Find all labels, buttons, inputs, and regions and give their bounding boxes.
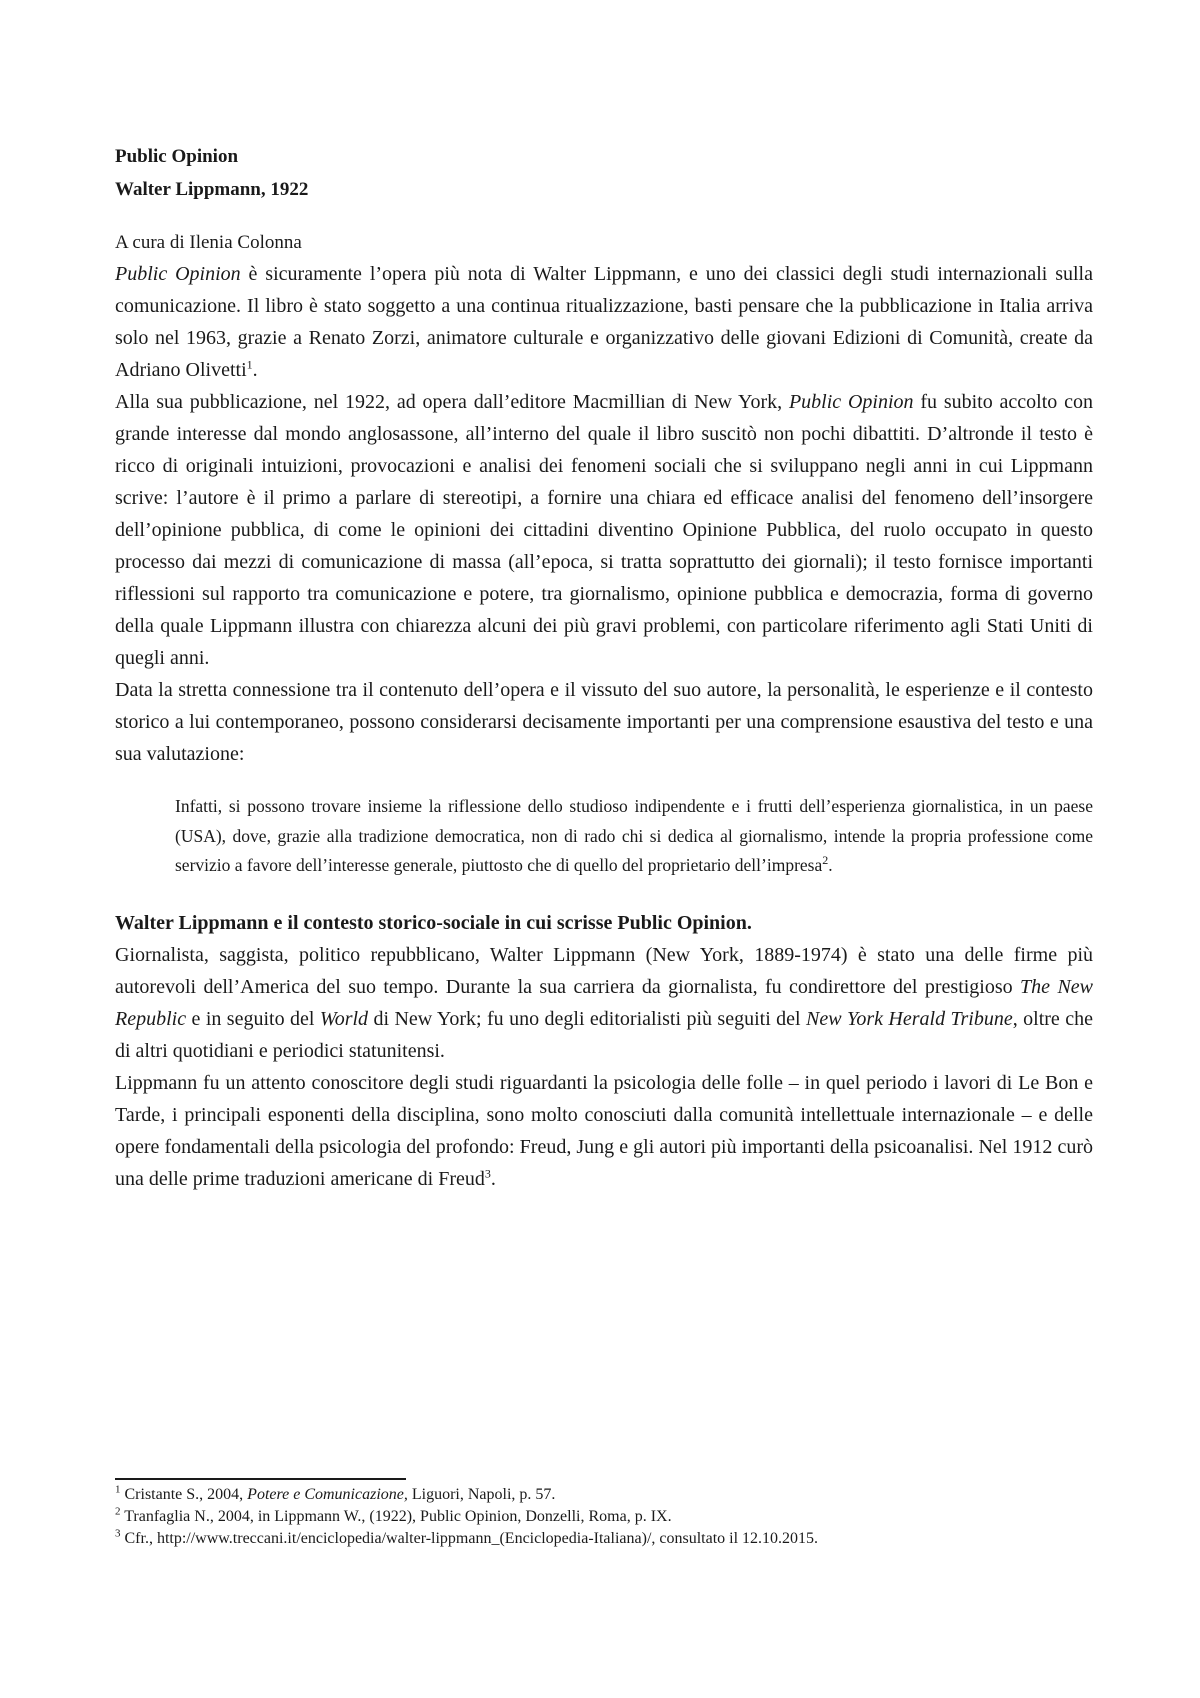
paragraph-3: Data la stretta connessione tra il contenuto dell’opera e il vissuto del suo autore, la personalità, le esperienze e il contesto storico a lui contemporaneo, possono considerarsi decisamente importanti per una comprensione esaustiva del testo e una sua valutazione: bbox=[115, 679, 1093, 765]
paragraph-4-text-b: e in seguito del bbox=[186, 1007, 320, 1030]
document-body bbox=[115, 140, 1093, 1195]
paragraph-2-text-a: Alla sua pubblicazione, nel 1922, ad opera dall’editore Macmillian di New York, bbox=[115, 391, 789, 413]
periodical-title-italic: New York Herald Tribune bbox=[806, 1007, 1013, 1030]
paragraph-4-text-c: di New York; fu uno degli editorialisti più seguiti del bbox=[368, 1007, 807, 1030]
paragraph-2 bbox=[115, 386, 1093, 674]
footnote-1 bbox=[115, 1484, 1093, 1506]
footnote-2 bbox=[115, 1506, 1093, 1528]
document-title bbox=[115, 140, 1093, 206]
paragraph-5-end: . bbox=[490, 1167, 496, 1190]
paragraph-4-text-d: , oltre che di altri quotidiani e periodici statunitensi. bbox=[115, 1007, 1093, 1062]
footnote-ref-1[interactable]: 1 bbox=[246, 357, 253, 372]
curator-line: A cura di Ilenia Colonna bbox=[115, 232, 302, 253]
quote-end: . bbox=[828, 855, 833, 875]
paragraph-2-text-b: fu subito accolto con grande interesse dal mondo anglosassone, all’interno del quale il libro suscitò non pochi dibattiti. D’altronde il testo è ricco di originali intuizioni, provocazioni e analisi dei fenomeni sociali che si sviluppano negli anni in cui Lippmann scrive: l’autore è il primo a parlare di stereotipi, a fornire una chiara ed efficace analisi del fenomeno dell’insorgere dell’opinione pubblica, di come le opinioni dei cittadini diventino Opinione Pubblica, del ruolo occupato in questo processo dai mezzi di comunicazione di massa (all’epoca, si tratta soprattutto dei giornali); il testo fornisce importanti riflessioni sul rapporto tra comunicazione e potere, tra giornalismo, opinione pubblica e democrazia, forma di governo della quale Lippmann illustra con chiarezza alcuni dei più gravi problemi, con particolare riferimento agli Stati Uniti di quegli anni. bbox=[115, 391, 1093, 669]
footnote-number: 3 bbox=[115, 1527, 121, 1540]
block-quote bbox=[175, 792, 1093, 881]
footnotes-section bbox=[115, 1478, 1093, 1550]
book-title-italic: Public Opinion bbox=[788, 391, 914, 413]
periodical-title-italic: World bbox=[319, 1007, 369, 1030]
footnote-number: 1 bbox=[115, 1483, 121, 1496]
footnote-number: 2 bbox=[115, 1505, 121, 1518]
footnote-separator bbox=[115, 1478, 406, 1480]
title-line-1: Public Opinion bbox=[115, 146, 239, 167]
footnote-3-text[interactable]: Cfr., http://www.treccani.it/enciclopedia/walter-lippmann_(Enciclopedia-Italiana)/, consultato il 12.10.2015. bbox=[120, 1530, 819, 1547]
paragraph-4 bbox=[115, 939, 1093, 1067]
periodical-title-italic: The New Republic bbox=[115, 975, 1093, 1030]
paragraph-5 bbox=[115, 1067, 1093, 1195]
footnote-1-text-a: Cristante S., 2004, bbox=[120, 1486, 248, 1503]
paragraph-1-text: è sicuramente l’opera più nota di Walter Lippmann, e uno dei classici degli studi internazionali sulla comunicazione. Il libro è stato soggetto a una continua ritualizzazione, basti pensare che la pubblicazione in Italia arriva solo nel 1963, grazie a Renato Zorzi, animatore culturale e organizzativo delle giovani Edizioni di Comunità, create da Adriano Olivetti bbox=[115, 263, 1093, 381]
main-text bbox=[115, 258, 1093, 1195]
quote-text: Infatti, si possono trovare insieme la riflessione dello studioso indipendente e i frutti dell’esperienza giornalistica, in un paese (USA), dove, grazie alla tradizione democratica, non di rado chi si dedica al giornalismo, intende la propria professione come servizio a favore dell’interesse generale, piuttosto che di quello del proprietario dell’impresa bbox=[175, 796, 1093, 875]
paragraph-1 bbox=[115, 258, 1093, 386]
footnote-1-italic: Potere e Comunicazione, bbox=[247, 1486, 408, 1503]
footnote-2-text: Tranfaglia N., 2004, in Lippmann W., (1922), Public Opinion, Donzelli, Roma, p. IX. bbox=[120, 1508, 672, 1525]
paragraph-5-text: Lippmann fu un attento conoscitore degli studi riguardanti la psicologia delle folle – in quel periodo i lavori di Le Bon e Tarde, i principali esponenti della disciplina, sono molto conosciuti dalla comunità intellettuale internazionale – e delle opere fondamentali della psicologia del profondo: Freud, Jung e gli autori più importanti della psicoanalisi. Nel 1912 curò una delle prime traduzioni americane di Freud bbox=[115, 1071, 1093, 1190]
paragraph-1-end: . bbox=[252, 359, 258, 381]
book-title-italic: Public Opinion bbox=[115, 263, 241, 285]
paragraph-4-text-a: Giornalista, saggista, politico repubblicano, Walter Lippmann (New York, 1889-1974) è stato una delle firme più autorevoli dell’America del suo tempo. Durante la sua carriera da giornalista, fu condirettore del prestigioso bbox=[115, 943, 1093, 998]
footnote-1-text-b: Liguori, Napoli, p. 57. bbox=[407, 1486, 556, 1503]
footnote-ref-3[interactable]: 3 bbox=[484, 1165, 491, 1180]
footnote-ref-2[interactable]: 2 bbox=[822, 853, 829, 868]
footnote-3 bbox=[115, 1528, 1093, 1550]
section-heading: Walter Lippmann e il contesto storico-sociale in cui scrisse Public Opinion. bbox=[115, 911, 752, 934]
title-line-2: Walter Lippmann, 1922 bbox=[115, 179, 309, 200]
